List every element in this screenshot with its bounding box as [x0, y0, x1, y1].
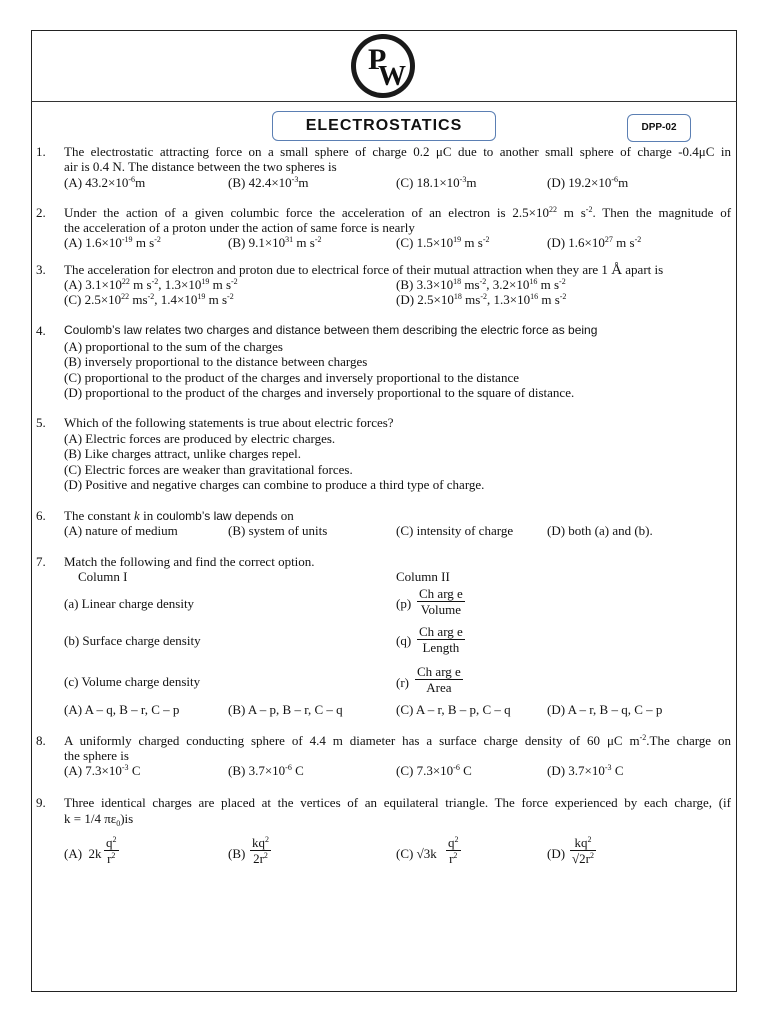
question-text: the acceleration of a proton under the action of same force is nearly [64, 220, 415, 235]
question-number: 6. [36, 508, 46, 523]
option-c: (C) A – r, B – p, C – q [396, 702, 511, 717]
option-b: (B) $3.7\times 10^{-6}$ C [228, 763, 304, 778]
question-text: Under the action of a given columbic force the acceleration of an electron is $2.5\times 10^{22}$ m $s^{-2}$. Then the magnitude of [64, 205, 732, 220]
option-c: (C) Electric forces are weaker than gravitational forces. [64, 462, 353, 477]
question-number: 2. [36, 205, 46, 220]
page-title: ELECTROSTATICS [272, 111, 496, 141]
option-b: (B) $9.1\times 10^{31}$ m $s^{-2}$ [228, 235, 322, 250]
option-b: (B) [228, 846, 246, 861]
match-item: (a) Linear charge density [64, 596, 195, 611]
question-text: k = 1/4 $\pi\varepsilon_0)is$ [64, 811, 134, 828]
option-c: (C) intensity of charge [396, 523, 514, 538]
question-text: The constant k in coulomb’s law depends on [64, 508, 294, 523]
question-number: 3. [36, 262, 46, 277]
option-d: (D) Positive and negative charges can combine to produce a third type of charge. [64, 477, 485, 492]
option-c: (C) √3k [396, 846, 437, 861]
option-a: (A) $1.6\times 10^{-19}$ m $s^{-2}$ [64, 235, 161, 250]
column-heading: Column I [78, 569, 128, 584]
option-b: (B) $42.4\times 10^{-3}m$ [228, 175, 309, 190]
fraction: Ch arg e Volume [419, 586, 463, 617]
logo-letter-w: W [378, 61, 406, 92]
question-text: air is 0.4 N. The distance between the two spheres is [64, 159, 337, 174]
question-text: Three identical charges are placed at the vertices of an equilateral triangle. The force experienced by each charge, (if [64, 795, 731, 810]
fraction: $\frac{kq^2}{2r^2}$ [252, 835, 269, 866]
fraction: $\frac{q^2}{r^2}$ [106, 835, 117, 866]
fraction: $\frac{kq^2}{√2r^2}$ [572, 835, 594, 866]
logo-inner [356, 39, 410, 93]
question-text: the sphere is [64, 748, 129, 763]
dpp-badge: DPP-02 [627, 114, 691, 142]
option-d: (D) proportional to the product of the charges and inversely proportional to the square of distance. [64, 385, 575, 400]
option-c: (C) $7.3\times 10^{-6}$ C [396, 763, 472, 778]
option-a: (A) $7.3\times 10^{-3}$ C [64, 763, 141, 778]
option-d: (D) $1.6\times 10^{27}$ m $s^{-2}$ [547, 235, 642, 250]
option-b: (B) Like charges attract, unlike charges repel. [64, 446, 302, 461]
question-text: Match the following and find the correct option. [64, 554, 315, 569]
match-item: (b) Surface charge density [64, 633, 201, 648]
option-a: (A) nature of medium [64, 523, 178, 538]
option-b: (B) $3.3\times 10^{18}$ $ms^{-2}$, $3.2\times 10^{16}$ m $s^{-2}$ [396, 277, 566, 292]
option-b: (B) A – p, B – r, C – q [228, 702, 343, 717]
question-text: A uniformly charged conducting sphere of 4.4 m diameter has a surface charge density of 60 μC $m^{-2}.The$ charge on [64, 733, 731, 748]
option-c: (C) $2.5\times 10^{22}$ $ms^{-2}$, $1.4\times 10^{19}$ m $s^{-2}$ [64, 292, 234, 307]
fraction: $\frac{q^2}{r^2}$ [448, 835, 459, 866]
option-d: (D) both (a) and (b). [547, 523, 653, 538]
question-text: The acceleration for electron and proton due to electrical force of their mutual attraction when they are 1 Å apart is [64, 262, 664, 278]
option-d: (D) $3.7\times 10^{-3}$ C [547, 763, 624, 778]
question-text: Which of the following statements is true about electric forces? [64, 415, 394, 430]
fraction: Ch arg e Length [419, 624, 463, 655]
option-a: (A) $3.1\times 10^{22}$ m $s^{-2}$, $1.3\times 10^{19}$ m $s^{-2}$ [64, 277, 238, 292]
option-b: (B) inversely proportional to the distance between charges [64, 354, 368, 369]
question-number: 4. [36, 323, 46, 338]
option-a: (A) Electric forces are produced by electric charges. [64, 431, 336, 446]
option-c: (C) $18.1\times 10^{-3}m$ [396, 175, 477, 190]
match-item: (c) Volume charge density [64, 674, 201, 689]
question-number: 1. [36, 144, 46, 159]
match-label: (p) [396, 596, 412, 611]
logo-letter-p: P [368, 43, 387, 76]
fraction: Ch arg e Area [417, 664, 461, 695]
match-label: (q) [396, 633, 412, 648]
question-text: Coulomb’s law relates two charges and distance between them describing the electric force as being [64, 323, 598, 337]
match-label: (r) [396, 675, 409, 690]
option-d: (D) $19.2\times 10^{-6}m$ [547, 175, 629, 190]
option-c: (C) $1.5\times 10^{19}$ m $s^{-2}$ [396, 235, 490, 250]
question-number: 9. [36, 795, 46, 810]
question-text: The electrostatic attracting force on a small sphere of charge 0.2 μC due to another small sphere of charge -0.4μC in [64, 144, 731, 159]
option-a: (A) A – q, B – r, C – p [64, 702, 180, 717]
option-a: (A) $43.2\times 10^{-6}m$ [64, 175, 146, 190]
option-d: (D) $2.5\times 10^{18}$ $ms^{-2}$, $1.3\times 10^{16}$ m $s^{-2}$ [396, 292, 567, 307]
question-number: 8. [36, 733, 46, 748]
option-d: (D) [547, 846, 566, 861]
column-heading: Column II [396, 569, 450, 584]
option-a: (A) 2k [64, 846, 102, 861]
question-number: 7. [36, 554, 46, 569]
pw-logo [351, 34, 415, 98]
option-c: (C) proportional to the product of the charges and inversely proportional to the distance [64, 370, 519, 385]
header-divider [31, 101, 737, 102]
option-a: (A) proportional to the sum of the charges [64, 339, 283, 354]
option-b: (B) system of units [228, 523, 328, 538]
option-d: (D) A – r, B – q, C – p [547, 702, 663, 717]
question-number: 5. [36, 415, 46, 430]
